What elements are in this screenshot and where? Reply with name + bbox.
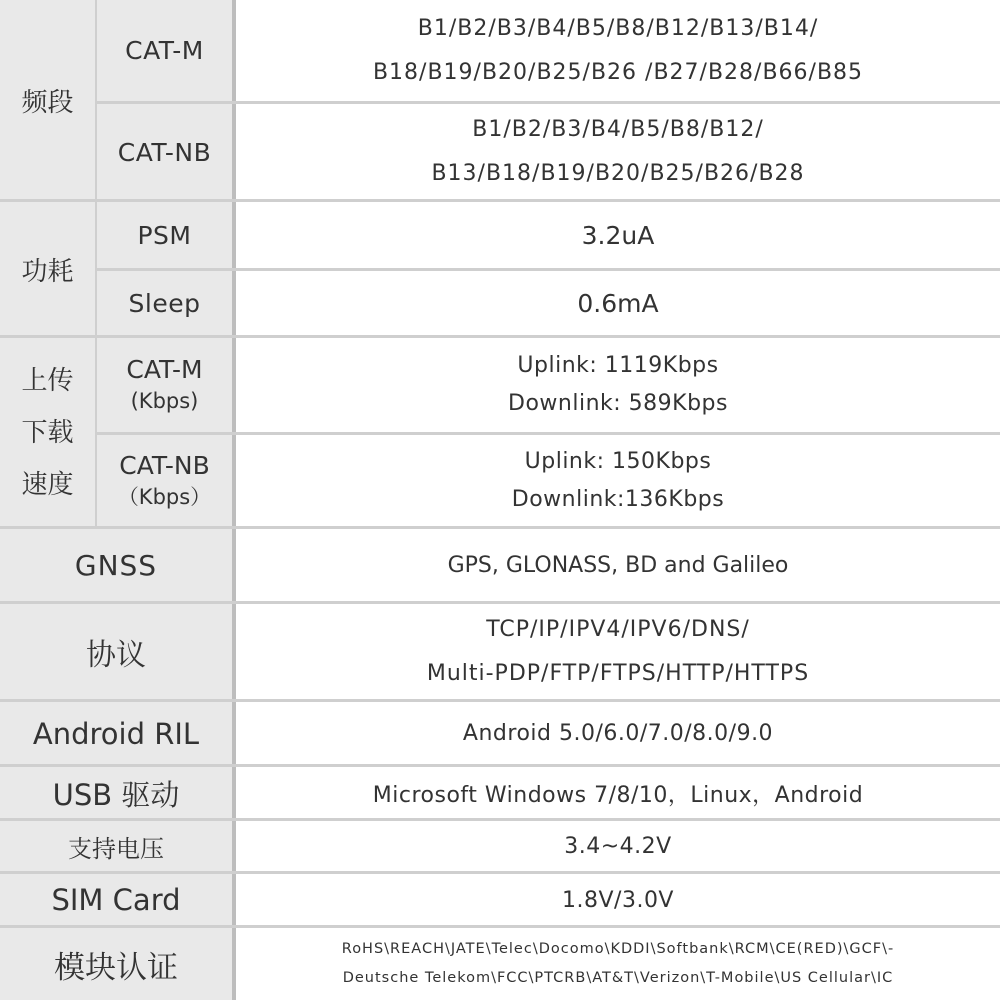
protocol-line: TCP/IP/IPV4/IPV6/DNS/ — [486, 617, 750, 642]
bands-cat-m-line: B18/B19/B20/B25/B26 /B27/B28/B66/B85 — [372, 59, 864, 85]
speed-cat-nb-label — [97, 435, 232, 527]
speed-cat-nb-value — [236, 435, 1000, 527]
column-divider — [95, 0, 97, 200]
speed-cat-m-label — [97, 338, 232, 432]
speed-cat-m-unit: (Kbps) — [130, 389, 199, 413]
bands-cat-nb-value — [236, 104, 1000, 200]
android-ril-label: Android RIL — [0, 702, 232, 765]
bands-cat-nb-label: CAT-NB — [97, 104, 232, 200]
bands-cat-m-line: B1/B2/B3/B4/B5/B8/B12/B13/B14/ — [417, 15, 819, 41]
row-divider — [0, 601, 1000, 604]
row-divider — [0, 699, 1000, 702]
speed-cat-m-name: CAT-M — [126, 355, 203, 384]
certification-line: RoHS\REACH\JATE\Telec\Docomo\KDDI\Softbank\RCM\CE(RED)\GCF\- — [341, 941, 895, 957]
sim-card-value: 1.8V/3.0V — [236, 874, 1000, 926]
usb-driver-value: Microsoft Windows 7/8/10，Linux，Android — [236, 767, 1000, 819]
speed-cat-nb-unit: （Kbps） — [117, 485, 212, 509]
row-divider — [0, 871, 1000, 874]
speed-cat-nb-line: Downlink:136Kbps — [511, 487, 725, 512]
bands-cat-nb-line: B1/B2/B3/B4/B5/B8/B12/ — [472, 117, 764, 142]
row-divider — [97, 432, 1000, 435]
bands-cat-m-value — [236, 0, 1000, 101]
power-psm-value: 3.2uA — [236, 202, 1000, 268]
gnss-label: GNSS — [0, 529, 232, 602]
protocol-label: 协议 — [0, 604, 232, 700]
certification-value — [236, 928, 1000, 1000]
certification-line: Deutsche Telekom\FCC\PTCRB\AT&T\Verizon\T-Mobile\US Cellular\IC — [342, 970, 894, 986]
bands-cat-m-label: CAT-M — [97, 0, 232, 101]
row-divider — [97, 268, 1000, 271]
power-psm-label: PSM — [97, 202, 232, 268]
voltage-label: 支持电压 — [0, 821, 232, 872]
row-divider — [0, 818, 1000, 821]
power-group-label: 功耗 — [0, 202, 95, 336]
row-divider — [0, 335, 1000, 338]
android-ril-value: Android 5.0/6.0/7.0/8.0/9.0 — [236, 702, 1000, 765]
speed-group-label-line: 下载 — [21, 417, 74, 448]
speed-group-label-line: 上传 — [21, 365, 74, 396]
protocol-line: Multi-PDP/FTP/FTPS/HTTP/HTTPS — [426, 661, 810, 686]
usb-driver-label: USB 驱动 — [0, 767, 232, 819]
row-divider — [0, 526, 1000, 529]
speed-cat-nb-line: Uplink: 150Kbps — [524, 449, 712, 474]
certification-label: 模块认证 — [0, 928, 232, 1000]
voltage-value: 3.4~4.2V — [236, 821, 1000, 872]
speed-group-label-line: 速度 — [21, 469, 74, 500]
row-divider — [97, 101, 1000, 104]
power-sleep-value: 0.6mA — [236, 271, 1000, 336]
gnss-value: GPS, GLONASS, BD and Galileo — [236, 529, 1000, 602]
row-divider — [0, 199, 1000, 202]
row-divider — [0, 925, 1000, 928]
column-divider — [232, 0, 236, 1000]
bands-group-label: 频段 — [0, 0, 95, 200]
speed-cat-m-value — [236, 338, 1000, 432]
speed-cat-m-line: Downlink: 589Kbps — [508, 391, 728, 416]
sim-card-label: SIM Card — [0, 874, 232, 926]
speed-group-label — [0, 338, 95, 527]
speed-cat-nb-name: CAT-NB — [119, 451, 210, 480]
power-sleep-label: Sleep — [97, 271, 232, 336]
bands-cat-nb-line: B13/B18/B19/B20/B25/B26/B28 — [431, 161, 805, 186]
row-divider — [0, 764, 1000, 767]
speed-cat-m-line: Uplink: 1119Kbps — [517, 353, 719, 378]
protocol-value — [236, 604, 1000, 700]
